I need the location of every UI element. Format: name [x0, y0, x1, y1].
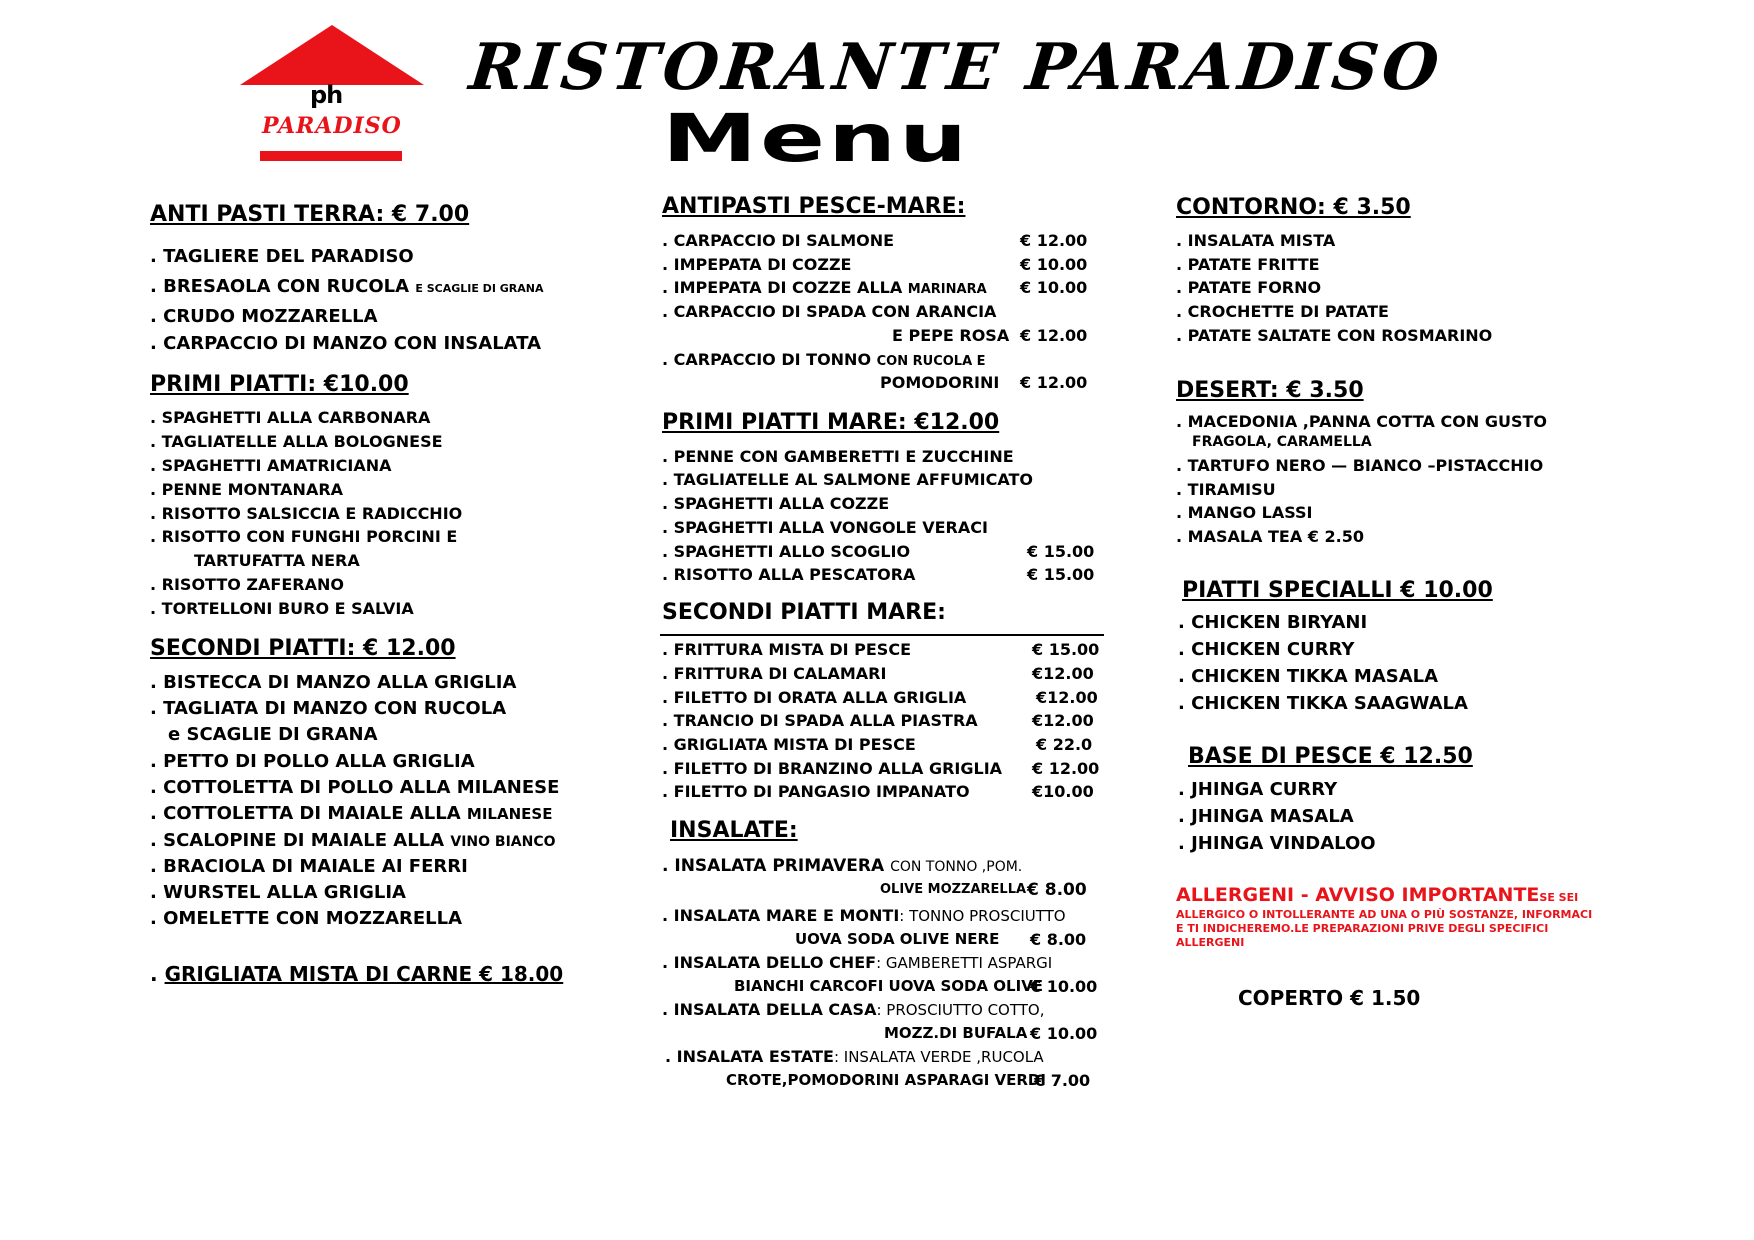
section-primi-mare-title: PRIMI PIATTI MARE: €12.00 — [662, 410, 1000, 435]
list-item: . CARPACCIO DI SALMONE — [662, 231, 895, 250]
list-item: . SPAGHETTI ALLA CARBONARA — [150, 408, 431, 427]
section-anti-pasti-terra-title: ANTI PASTI TERRA: € 7.00 — [150, 202, 470, 227]
list-item: . TIRAMISU — [1176, 480, 1276, 499]
list-item: . JHINGA VINDALOO — [1178, 833, 1376, 854]
list-item: . OMELETTE CON MOZZARELLA — [150, 908, 463, 929]
list-item: . FILETTO DI BRANZINO ALLA GRIGLIA — [662, 759, 1003, 778]
item-price: €12.00 — [1036, 688, 1098, 707]
list-item: . CRUDO MOZZARELLA — [150, 306, 378, 327]
section-contorno-title: CONTORNO: € 3.50 — [1176, 195, 1411, 220]
section-antipasti-pesce-title: ANTIPASTI PESCE-MARE: — [662, 194, 966, 219]
item-price: €12.00 — [1032, 711, 1094, 730]
list-item: . SPAGHETTI AMATRICIANA — [150, 456, 392, 475]
list-item: . JHINGA CURRY — [1178, 779, 1338, 800]
list-item: . INSALATA MARE E MONTI: TONNO PROSCIUTTO — [662, 906, 1066, 925]
list-item: FRAGOLA, CARAMELLA — [1192, 434, 1372, 450]
list-item: . SPAGHETTI ALLA VONGOLE VERACI — [662, 518, 988, 537]
list-item: . PATATE FORNO — [1176, 278, 1322, 297]
logo-mark: ph — [310, 81, 343, 109]
list-item: . JHINGA MASALA — [1178, 806, 1354, 827]
list-item: . CHICKEN BIRYANI — [1178, 612, 1368, 633]
list-item-cont: BIANCHI CARCOFI UOVA SODA OLIVE — [734, 977, 1044, 995]
section-piatti-speciali-title: PIATTI SPECIALLI € 10.00 — [1182, 578, 1493, 603]
list-item: . MASALA TEA € 2.50 — [1176, 527, 1364, 546]
list-item: . COTTOLETTA DI MAIALE ALLA MILANESE — [150, 803, 553, 824]
section-secondi-mare-title: SECONDI PIATTI MARE: — [662, 600, 946, 625]
item-price: € 10.00 — [1030, 977, 1098, 996]
section-secondi-piatti-title: SECONDI PIATTI: € 12.00 — [150, 636, 456, 661]
menu-heading: Menu — [662, 100, 971, 177]
list-item: . TARTUFO NERO — BIANCO –PISTACCHIO — [1176, 456, 1544, 475]
list-item: . CARPACCIO DI MANZO CON INSALATA — [150, 333, 542, 354]
list-item: . INSALATA PRIMAVERA CON TONNO ,POM. — [662, 856, 1023, 876]
list-item: . INSALATA DELLA CASA: PROSCIUTTO COTTO, — [662, 1000, 1045, 1019]
allergeni-title: ALLERGENI - AVVISO IMPORTANTESE SEI — [1176, 884, 1579, 906]
list-item: . INSALATA DELLO CHEF: GAMBERETTI ASPARGI — [662, 953, 1053, 972]
item-price: € 15.00 — [1027, 542, 1095, 561]
list-item: . TAGLIATA DI MANZO CON RUCOLA — [150, 698, 507, 719]
list-item-cont: OLIVE MOZZARELLA — [880, 882, 1027, 897]
item-price: € 10.00 — [1020, 278, 1088, 297]
logo-bar — [260, 151, 402, 161]
list-item: . TORTELLONI BURO E SALVIA — [150, 599, 414, 618]
list-item: . TAGLIERE DEL PARADISO — [150, 246, 414, 267]
list-item: . RISOTTO ZAFERANO — [150, 575, 344, 594]
list-item: . INSALATA MISTA — [1176, 231, 1336, 250]
list-item: . WURSTEL ALLA GRIGLIA — [150, 882, 406, 903]
list-item: . FILETTO DI PANGASIO IMPANATO — [662, 782, 970, 801]
list-item: . SPAGHETTI ALLA COZZE — [662, 494, 890, 513]
section-primi-piatti-title: PRIMI PIATTI: €10.00 — [150, 372, 409, 397]
list-item: . CHICKEN CURRY — [1178, 639, 1355, 660]
list-item: POMODORINI — [880, 373, 1000, 392]
item-price: € 12.00 — [1020, 373, 1088, 392]
list-item: . IMPEPATA DI COZZE ALLA MARINARA — [662, 278, 987, 297]
item-price: € 15.00 — [1027, 565, 1095, 584]
item-price: € 8.00 — [1027, 880, 1087, 900]
list-item: . RISOTTO CON FUNGHI PORCINI E — [150, 527, 458, 546]
list-item: . COTTOLETTA DI POLLO ALLA MILANESE — [150, 777, 560, 798]
list-item: . RISOTTO ALLA PESCATORA — [662, 565, 916, 584]
list-item: . CROCHETTE DI PATATE — [1176, 302, 1389, 321]
item-price: € 22.0 — [1036, 735, 1093, 754]
list-item: TARTUFATTA NERA — [194, 551, 360, 570]
list-item: . BRACIOLA DI MAIALE AI FERRI — [150, 856, 468, 877]
list-item-cont: UOVA SODA OLIVE NERE — [795, 930, 1000, 948]
list-item: . IMPEPATA DI COZZE — [662, 255, 852, 274]
allergeni-text: E TI INDICHEREMO.LE PREPARAZIONI PRIVE DEGLI SPECIFICI — [1176, 922, 1549, 935]
list-item: . BISTECCA DI MANZO ALLA GRIGLIA — [150, 672, 517, 693]
item-price: € 12.00 — [1020, 231, 1088, 250]
item-price: € 12.00 — [1032, 759, 1100, 778]
item-price: € 12.00 — [1020, 326, 1088, 345]
list-item-cont: MOZZ.DI BUFALA — [884, 1024, 1028, 1042]
list-item: . RISOTTO SALSICCIA E RADICCHIO — [150, 504, 463, 523]
list-item: . INSALATA ESTATE: INSALATA VERDE ,RUCOLA — [665, 1047, 1044, 1066]
list-item: . CARPACCIO DI SPADA CON ARANCIA — [662, 302, 997, 321]
item-price: € 15.00 — [1032, 640, 1100, 659]
list-item: . TAGLIATELLE AL SALMONE AFFUMICATO — [662, 470, 1034, 489]
item-price: € 7.00 — [1034, 1071, 1091, 1090]
list-item: . CHICKEN TIKKA SAAGWALA — [1178, 693, 1468, 714]
logo-name: PARADISO — [262, 113, 402, 139]
list-item: . GRIGLIATA MISTA DI PESCE — [662, 735, 916, 754]
list-item-cont: CROTE,POMODORINI ASPARAGI VERDI — [726, 1071, 1046, 1089]
list-item: . PENNE MONTANARA — [150, 480, 344, 499]
list-item: . FRITTURA DI CALAMARI — [662, 664, 887, 683]
list-item: . PENNE CON GAMBERETTI E ZUCCHINE — [662, 447, 1014, 466]
restaurant-logo — [240, 25, 430, 165]
list-item: e SCAGLIE DI GRANA — [168, 724, 378, 745]
item-price: €10.00 — [1032, 782, 1094, 801]
section-base-pesce-title: BASE DI PESCE € 12.50 — [1188, 744, 1473, 769]
grigliata-mista-carne: . GRIGLIATA MISTA DI CARNE € 18.00 — [150, 962, 564, 986]
list-item: . TAGLIATELLE ALLA BOLOGNESE — [150, 432, 443, 451]
list-item: . TRANCIO DI SPADA ALLA PIASTRA — [662, 711, 978, 730]
list-item: . PATATE SALTATE CON ROSMARINO — [1176, 326, 1493, 345]
divider — [660, 634, 1104, 636]
item-price: €12.00 — [1032, 664, 1094, 683]
list-item: . FILETTO DI ORATA ALLA GRIGLIA — [662, 688, 967, 707]
section-insalate-title: INSALATE: — [670, 818, 798, 843]
coperto: COPERTO € 1.50 — [1238, 986, 1421, 1010]
section-desert-title: DESERT: € 3.50 — [1176, 378, 1364, 403]
list-item: . FRITTURA MISTA DI PESCE — [662, 640, 911, 659]
roof-icon — [240, 25, 424, 85]
restaurant-title: RISTORANTE PARADISO — [466, 30, 1447, 105]
list-item: . CARPACCIO DI TONNO CON RUCOLA E — [662, 350, 986, 369]
item-price: € 8.00 — [1030, 930, 1087, 949]
list-item: . PETTO DI POLLO ALLA GRIGLIA — [150, 751, 475, 772]
list-item: . CHICKEN TIKKA MASALA — [1178, 666, 1439, 687]
list-item: E PEPE ROSA — [892, 326, 1010, 345]
list-item: . MACEDONIA ,PANNA COTTA CON GUSTO — [1176, 412, 1547, 431]
allergeni-text: ALLERGICO O INTOLLERANTE AD UNA O PIÙ SOSTANZE, INFORMACI — [1176, 908, 1593, 921]
list-item: . BRESAOLA CON RUCOLA E SCAGLIE DI GRANA — [150, 276, 544, 297]
list-item: . SPAGHETTI ALLO SCOGLIO — [662, 542, 911, 561]
allergeni-text: ALLERGENI — [1176, 936, 1245, 949]
item-price: € 10.00 — [1020, 255, 1088, 274]
item-price: € 10.00 — [1030, 1024, 1098, 1043]
list-item: . SCALOPINE DI MAIALE ALLA VINO BIANCO — [150, 830, 556, 851]
list-item: . MANGO LASSI — [1176, 503, 1313, 522]
list-item: . PATATE FRITTE — [1176, 255, 1320, 274]
